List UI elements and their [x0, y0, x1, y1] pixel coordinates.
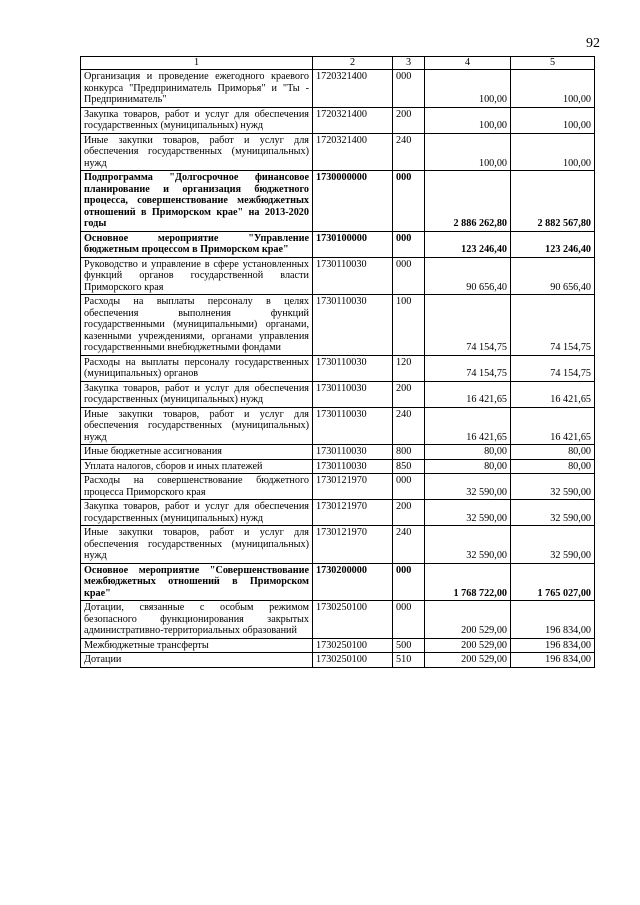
row-code: 1730110030 — [313, 295, 393, 356]
row-code: 1730121970 — [313, 474, 393, 500]
row-code: 1730121970 — [313, 526, 393, 564]
table-row — [81, 171, 595, 232]
row-code: 1730110030 — [313, 257, 393, 295]
row-code: 1730110030 — [313, 459, 393, 474]
row-amount-1: 16 421,65 — [425, 381, 511, 407]
row-name: Закупка товаров, работ и услуг для обеспечения государственных (муниципальных) нужд — [81, 381, 313, 407]
row-amount-1: 100,00 — [425, 70, 511, 108]
row-code: 1730110030 — [313, 381, 393, 407]
table-row — [81, 526, 595, 564]
row-type: 100 — [393, 295, 425, 356]
header-col-5: 5 — [511, 57, 595, 70]
row-name: Иные бюджетные ассигнования — [81, 445, 313, 460]
row-name: Подпрограмма "Долгосрочное финансовое планирование и организация бюджетного процесса, совершенствование межбюджетных отношений в Приморском крае" на 2013-2020 годы — [81, 171, 313, 232]
row-name: Иные закупки товаров, работ и услуг для обеспечения государственных (муниципальных) нужд — [81, 133, 313, 171]
page-number: 92 — [586, 36, 600, 51]
row-amount-2: 16 421,65 — [511, 381, 595, 407]
row-amount-1: 1 768 722,00 — [425, 563, 511, 601]
table-header-row — [81, 57, 595, 70]
row-amount-2: 80,00 — [511, 459, 595, 474]
row-amount-2: 196 834,00 — [511, 601, 595, 639]
row-type: 200 — [393, 381, 425, 407]
row-name: Уплата налогов, сборов и иных платежей — [81, 459, 313, 474]
row-type: 000 — [393, 474, 425, 500]
row-name: Расходы на выплаты персоналу государственных (муниципальных) органов — [81, 355, 313, 381]
row-name: Организация и проведение ежегодного краевого конкурса "Предприниматель Приморья" и "Ты - Предприниматель" — [81, 70, 313, 108]
row-name: Межбюджетные трансферты — [81, 638, 313, 653]
row-name: Расходы на выплаты персоналу в целях обеспечения выполнения функций государственными (муниципальными) органами, казенными учреждениями, органами управления государственными внебюджетными фондами — [81, 295, 313, 356]
table-row — [81, 474, 595, 500]
row-type: 200 — [393, 500, 425, 526]
header-col-1: 1 — [81, 57, 313, 70]
row-name: Иные закупки товаров, работ и услуг для обеспечения государственных (муниципальных) нужд — [81, 526, 313, 564]
row-amount-1: 74 154,75 — [425, 355, 511, 381]
row-amount-1: 123 246,40 — [425, 231, 511, 257]
row-name: Основное мероприятие "Совершенствование межбюджетных отношений в Приморском крае" — [81, 563, 313, 601]
row-amount-1: 74 154,75 — [425, 295, 511, 356]
header-col-3: 3 — [393, 57, 425, 70]
table-row — [81, 355, 595, 381]
row-name: Расходы на совершенствование бюджетного процесса Приморского края — [81, 474, 313, 500]
row-amount-2: 123 246,40 — [511, 231, 595, 257]
row-amount-2: 196 834,00 — [511, 653, 595, 668]
row-amount-2: 1 765 027,00 — [511, 563, 595, 601]
row-amount-1: 2 886 262,80 — [425, 171, 511, 232]
row-type: 800 — [393, 445, 425, 460]
row-name: Закупка товаров, работ и услуг для обеспечения государственных (муниципальных) нужд — [81, 500, 313, 526]
row-type: 200 — [393, 107, 425, 133]
table-row — [81, 563, 595, 601]
row-name: Основное мероприятие "Управление бюджетным процессом в Приморском крае" — [81, 231, 313, 257]
row-amount-2: 32 590,00 — [511, 500, 595, 526]
row-name: Дотации — [81, 653, 313, 668]
table-row — [81, 107, 595, 133]
row-code: 1730121970 — [313, 500, 393, 526]
row-amount-2: 2 882 567,80 — [511, 171, 595, 232]
row-code: 1730250100 — [313, 653, 393, 668]
row-code: 1730110030 — [313, 445, 393, 460]
row-amount-2: 74 154,75 — [511, 355, 595, 381]
row-amount-2: 100,00 — [511, 70, 595, 108]
table-row — [81, 133, 595, 171]
row-name: Руководство и управление в сфере установленных функций органов государственной власти Приморского края — [81, 257, 313, 295]
row-amount-2: 74 154,75 — [511, 295, 595, 356]
row-amount-2: 80,00 — [511, 445, 595, 460]
row-amount-2: 90 656,40 — [511, 257, 595, 295]
row-type: 240 — [393, 407, 425, 445]
row-amount-2: 100,00 — [511, 133, 595, 171]
row-code: 1720321400 — [313, 133, 393, 171]
row-type: 120 — [393, 355, 425, 381]
table-row — [81, 257, 595, 295]
row-type: 000 — [393, 231, 425, 257]
row-type: 000 — [393, 601, 425, 639]
row-amount-1: 200 529,00 — [425, 638, 511, 653]
row-code: 1730250100 — [313, 601, 393, 639]
table-row — [81, 381, 595, 407]
row-type: 850 — [393, 459, 425, 474]
table-row — [81, 445, 595, 460]
row-type: 000 — [393, 257, 425, 295]
table-row — [81, 653, 595, 668]
row-amount-2: 16 421,65 — [511, 407, 595, 445]
table-row — [81, 407, 595, 445]
row-amount-1: 100,00 — [425, 133, 511, 171]
row-amount-1: 90 656,40 — [425, 257, 511, 295]
row-code: 1730110030 — [313, 407, 393, 445]
row-amount-1: 100,00 — [425, 107, 511, 133]
row-type: 000 — [393, 171, 425, 232]
row-type: 240 — [393, 133, 425, 171]
row-code: 1720321400 — [313, 70, 393, 108]
row-amount-1: 80,00 — [425, 445, 511, 460]
row-code: 1730200000 — [313, 563, 393, 601]
row-code: 1730100000 — [313, 231, 393, 257]
row-name: Дотации, связанные с особым режимом безопасного функционирования закрытых административно-территориальных образований — [81, 601, 313, 639]
row-amount-1: 32 590,00 — [425, 526, 511, 564]
table-row — [81, 500, 595, 526]
row-amount-1: 200 529,00 — [425, 601, 511, 639]
row-code: 1720321400 — [313, 107, 393, 133]
table-row — [81, 231, 595, 257]
row-amount-2: 100,00 — [511, 107, 595, 133]
table-row — [81, 459, 595, 474]
row-code: 1730250100 — [313, 638, 393, 653]
row-amount-1: 32 590,00 — [425, 474, 511, 500]
row-name: Закупка товаров, работ и услуг для обеспечения государственных (муниципальных) нужд — [81, 107, 313, 133]
row-amount-1: 16 421,65 — [425, 407, 511, 445]
row-amount-2: 32 590,00 — [511, 474, 595, 500]
row-type: 240 — [393, 526, 425, 564]
row-amount-1: 200 529,00 — [425, 653, 511, 668]
budget-table — [80, 56, 595, 668]
row-code: 1730000000 — [313, 171, 393, 232]
header-col-2: 2 — [313, 57, 393, 70]
row-amount-2: 196 834,00 — [511, 638, 595, 653]
row-type: 500 — [393, 638, 425, 653]
header-col-4: 4 — [425, 57, 511, 70]
row-name: Иные закупки товаров, работ и услуг для обеспечения государственных (муниципальных) нужд — [81, 407, 313, 445]
row-type: 000 — [393, 70, 425, 108]
row-code: 1730110030 — [313, 355, 393, 381]
table-row — [81, 601, 595, 639]
table-row — [81, 638, 595, 653]
row-type: 510 — [393, 653, 425, 668]
row-type: 000 — [393, 563, 425, 601]
row-amount-1: 32 590,00 — [425, 500, 511, 526]
table-row — [81, 70, 595, 108]
row-amount-2: 32 590,00 — [511, 526, 595, 564]
row-amount-1: 80,00 — [425, 459, 511, 474]
table-row — [81, 295, 595, 356]
